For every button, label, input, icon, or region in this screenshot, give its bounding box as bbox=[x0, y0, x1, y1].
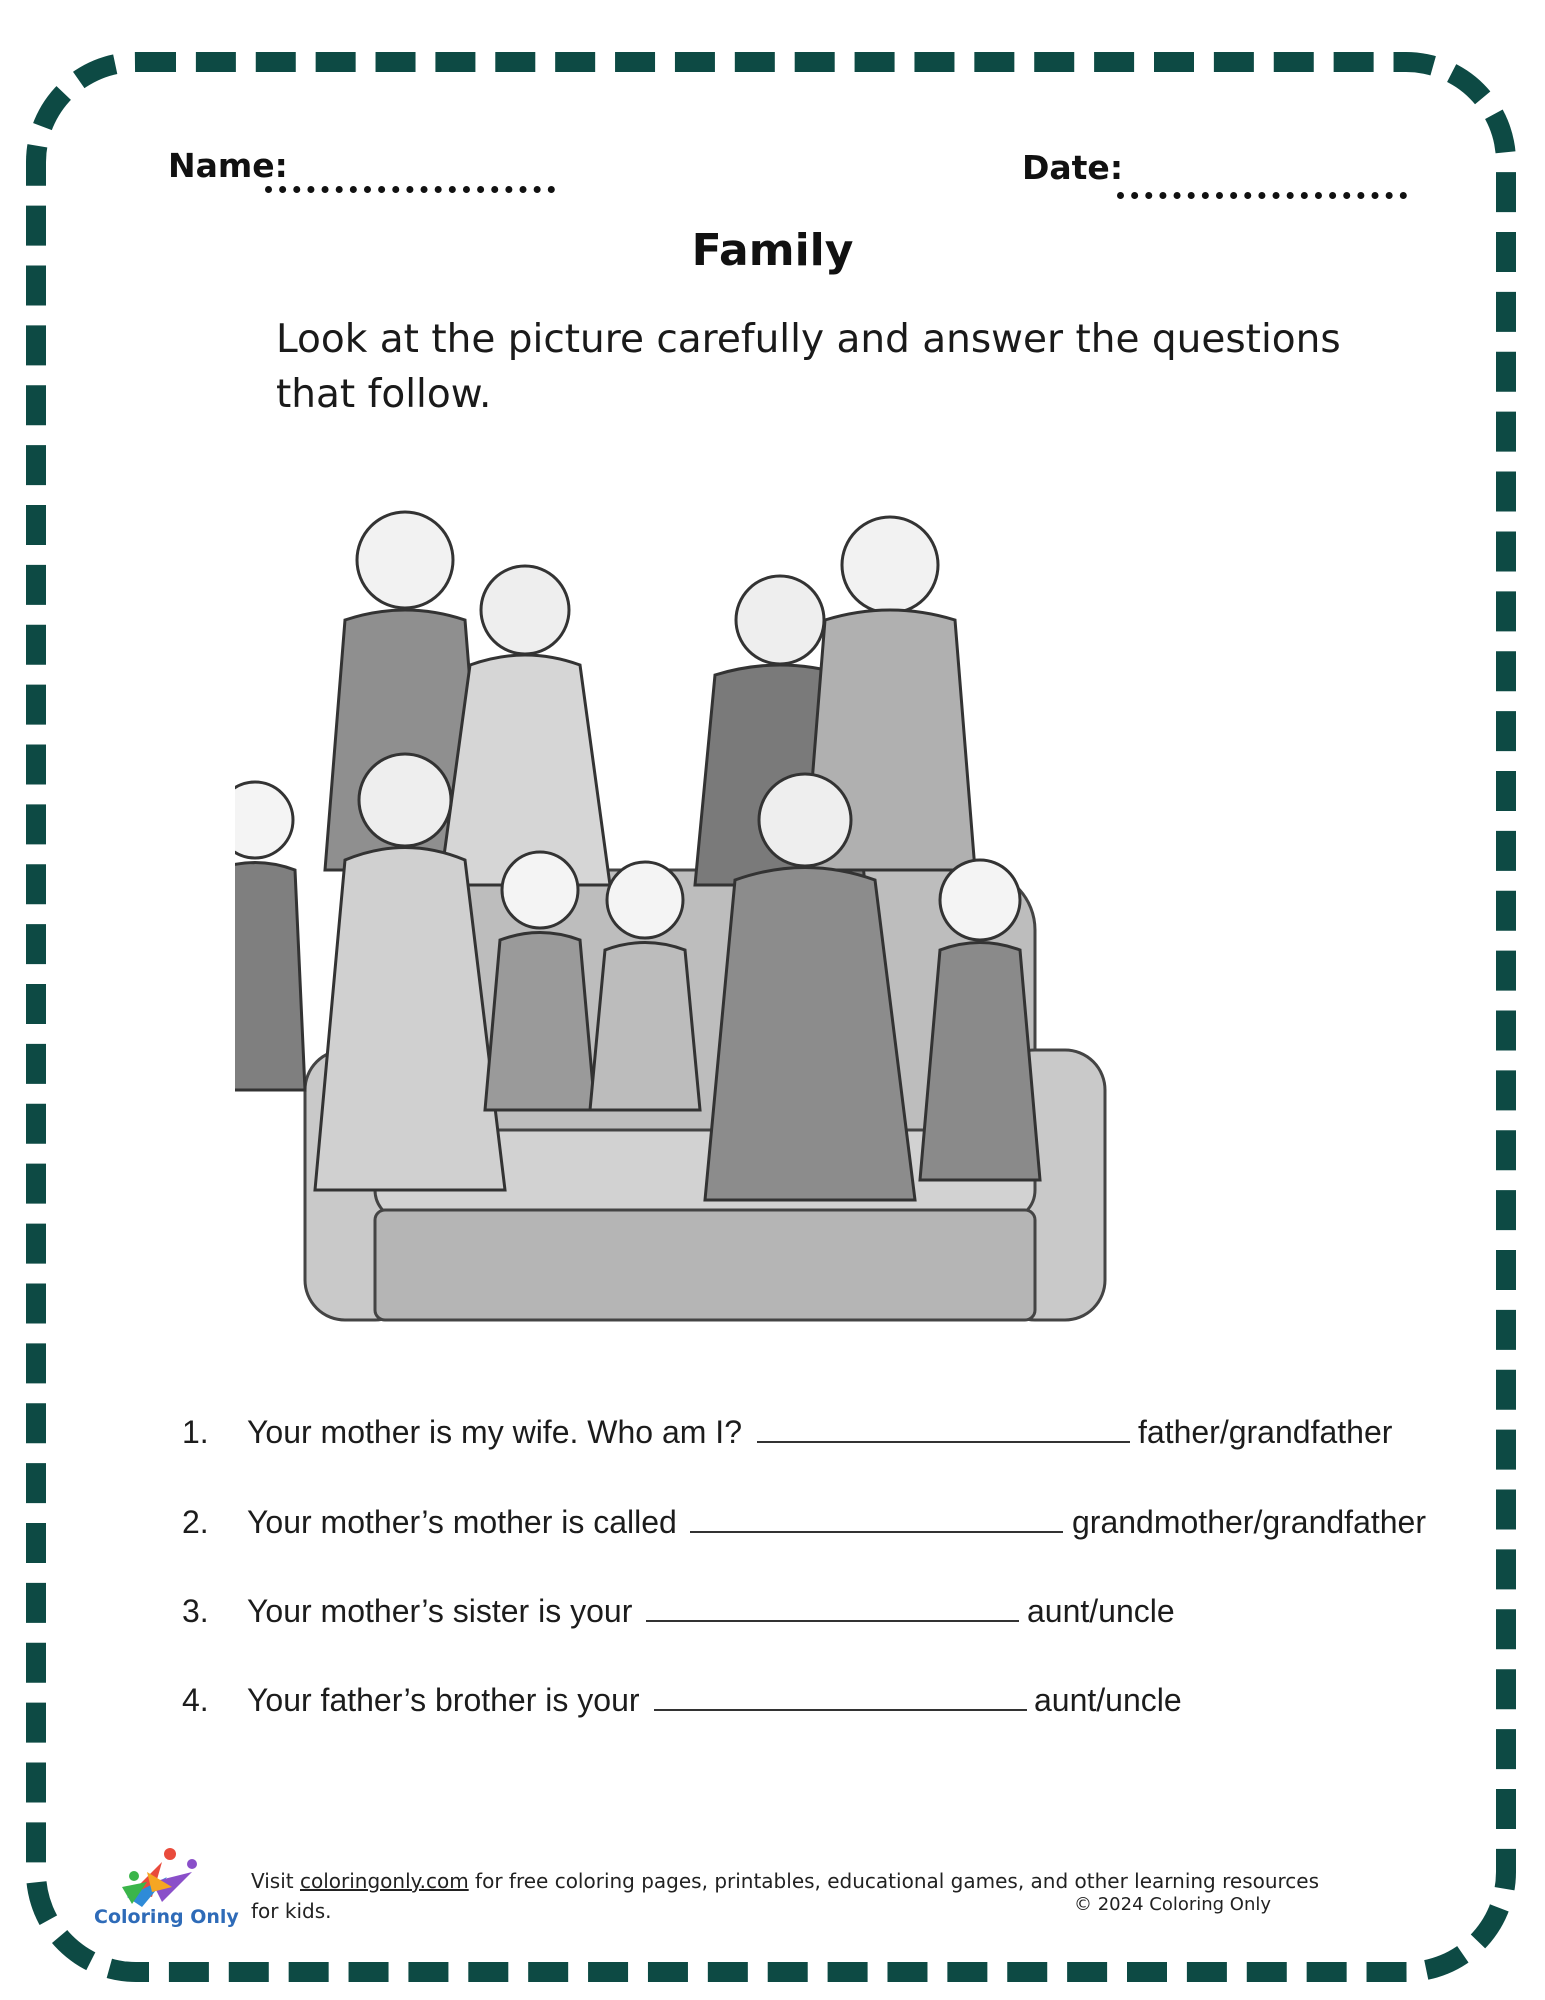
page-title: Family bbox=[691, 225, 854, 276]
question-number: 2. bbox=[182, 1504, 209, 1540]
footer-link[interactable]: coloringonly.com bbox=[299, 1869, 469, 1893]
question-text: Your father’s brother is your bbox=[247, 1682, 640, 1718]
answer-line-3[interactable] bbox=[646, 1620, 1019, 1622]
answer-line-1[interactable] bbox=[757, 1441, 1130, 1443]
date-field[interactable] bbox=[1117, 192, 1407, 199]
question-number: 1. bbox=[182, 1414, 209, 1450]
question-text: Your mother’s sister is your bbox=[247, 1593, 633, 1629]
family-illustration bbox=[235, 490, 1240, 1390]
logo-text: Coloring Only bbox=[94, 1906, 239, 1928]
answer-options: aunt/uncle bbox=[1034, 1682, 1182, 1718]
copyright: © 2024 Coloring Only bbox=[1074, 1894, 1272, 1915]
answer-line-2[interactable] bbox=[690, 1531, 1063, 1533]
question-number: 4. bbox=[182, 1682, 209, 1718]
name-field[interactable] bbox=[265, 186, 555, 193]
answer-line-4[interactable] bbox=[654, 1709, 1027, 1711]
footer-visit: Visit bbox=[251, 1869, 294, 1893]
question-text: Your mother is my wife. Who am I? bbox=[247, 1414, 742, 1450]
answer-options: grandmother/grandfather bbox=[1072, 1504, 1426, 1540]
instructions: Look at the picture carefully and answer the questions that follow. bbox=[276, 317, 1341, 417]
question-number: 3. bbox=[182, 1593, 209, 1629]
footer-rest: for free coloring pages, printables, educational games, and other learning resources for kids. bbox=[251, 1869, 1320, 1923]
name-label: Name: bbox=[168, 146, 288, 185]
answer-options: aunt/uncle bbox=[1027, 1593, 1175, 1629]
answer-options: father/grandfather bbox=[1138, 1414, 1393, 1450]
question-text: Your mother’s mother is called bbox=[247, 1504, 677, 1540]
date-label: Date: bbox=[1022, 148, 1124, 187]
